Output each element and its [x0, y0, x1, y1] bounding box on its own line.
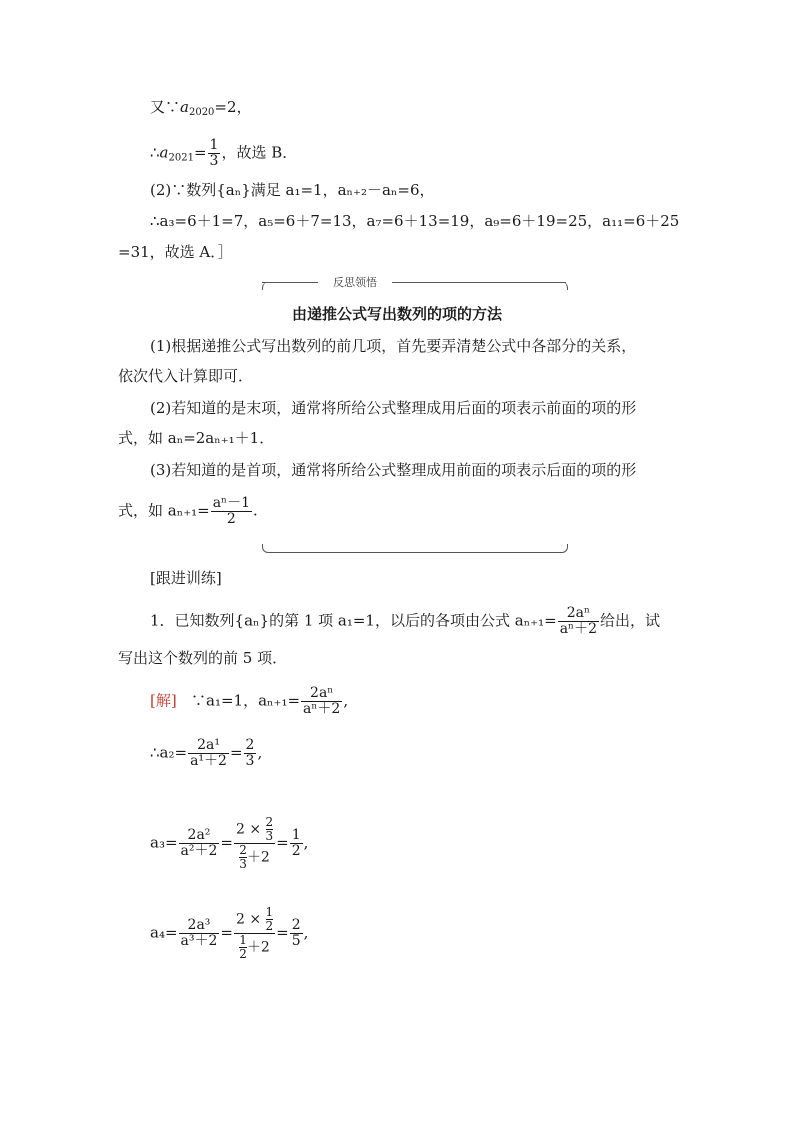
fraction: $\frac{2}{5}$	[291, 917, 301, 949]
var-a: a	[159, 143, 169, 162]
line-sequence-condition: (2)∵数列{aₙ}满足 a₁=1，aₙ₊₂－aₙ=6，	[150, 181, 435, 199]
fraction: $\frac{\text{2a³}}{\text{a³＋2}}$	[180, 917, 218, 949]
reflection-p3-line1: (3)若知道的是首项，通常将所给公式整理成用前面的项表示后面的项的形	[150, 461, 637, 479]
reflection-p2-line2: 式，如 aₙ=2aₙ₊₁＋1．	[118, 429, 275, 447]
training-header: [跟进训练]	[150, 569, 222, 587]
fraction: $\frac{1}{2}$	[291, 827, 301, 859]
box-top-right-line	[392, 282, 566, 283]
fraction: $\frac{\text{2aⁿ}}{\text{aⁿ＋2}}$	[559, 605, 597, 637]
fraction: $\frac{\text{2aⁿ}}{\text{aⁿ＋2}}$	[303, 685, 341, 717]
fraction: $\frac{1}{3}$	[209, 137, 219, 169]
fraction: $\frac{\text{aⁿ－1}}{2}$	[212, 495, 251, 527]
solution-label: [解]	[150, 691, 177, 710]
question-1-line2: 写出这个数列的前 5 项．	[118, 649, 288, 667]
reflection-p1-line1: (1)根据递推公式写出数列的前几项，首先要弄清楚公式中各部分的关系，	[150, 337, 637, 355]
solution-line-0: [解] ∵a₁=1，aₙ₊₁= $\frac{\text{2aⁿ}}{\text{aⁿ＋2}}$ ,	[150, 685, 349, 717]
reflection-p3-line2: 式，如 aₙ₊₁= $\frac{\text{aⁿ－1}}{2}$ .	[118, 495, 258, 527]
text: ∴	[150, 143, 160, 162]
text: =2，	[214, 98, 252, 116]
solution-a2: ∴a₂= $\frac{\text{2a¹}}{\text{a¹＋2}}$ = $\frac{2}{3}$ ,	[150, 737, 263, 769]
line-sequence-values: ∴a₃=6＋1=7，a₅=6＋7=13，a₇=6＋13=19，a₉=6＋19=25，a₁₁=6＋25	[150, 212, 680, 230]
line-a2020	[150, 97, 252, 117]
line-a2021	[150, 138, 297, 169]
text: 又∵	[150, 98, 181, 116]
line-answer: =31，故选 A．］	[118, 243, 233, 261]
text: =	[193, 143, 207, 162]
question-1-line1: 1．已知数列{aₙ}的第 1 项 a₁=1，以后的各项由公式 aₙ₊₁= $\frac{\text{2aⁿ}}{\text{aⁿ＋2}}$ 给出，试	[150, 605, 661, 637]
subscript: 2020	[188, 107, 215, 118]
compound-fraction: 2 × $\frac{1}{2}$ $\frac{1}{2}$ ＋2	[235, 905, 274, 961]
reflection-label: 反思领悟	[333, 276, 377, 289]
subscript: 2021	[168, 152, 194, 164]
reflection-p1-line2: 依次代入计算即可．	[118, 367, 254, 385]
reflection-title: 由递推公式写出数列的项的方法	[291, 305, 502, 323]
text: ，故选 B．	[221, 143, 298, 162]
box-top-left-line	[262, 282, 318, 283]
fraction: $\frac{\text{2a¹}}{\text{a¹＋2}}$	[190, 737, 227, 769]
solution-a4: a₄= $\frac{\text{2a³}}{\text{a³＋2}}$ = 2 × $\frac{1}{2}$ $\frac{1}{2}$ ＋2 = $\frac{2}{5}$ ,	[150, 905, 309, 961]
box-top-bracket	[262, 282, 568, 290]
fraction: $\frac{\text{2a²}}{\text{a²＋2}}$	[180, 827, 218, 859]
var-a: a	[180, 98, 189, 116]
compound-fraction: 2 × $\frac{2}{3}$ $\frac{2}{3}$ ＋2	[235, 815, 274, 871]
box-bottom-bracket	[262, 544, 568, 553]
solution-a3: a₃= $\frac{\text{2a²}}{\text{a²＋2}}$ = 2 × $\frac{2}{3}$ $\frac{2}{3}$ ＋2 = $\frac{1}{2}$ ,	[150, 815, 309, 871]
reflection-p2-line1: (2)若知道的是末项，通常将所给公式整理成用后面的项表示前面的项的形	[150, 399, 637, 417]
fraction: $\frac{2}{3}$	[245, 737, 255, 769]
